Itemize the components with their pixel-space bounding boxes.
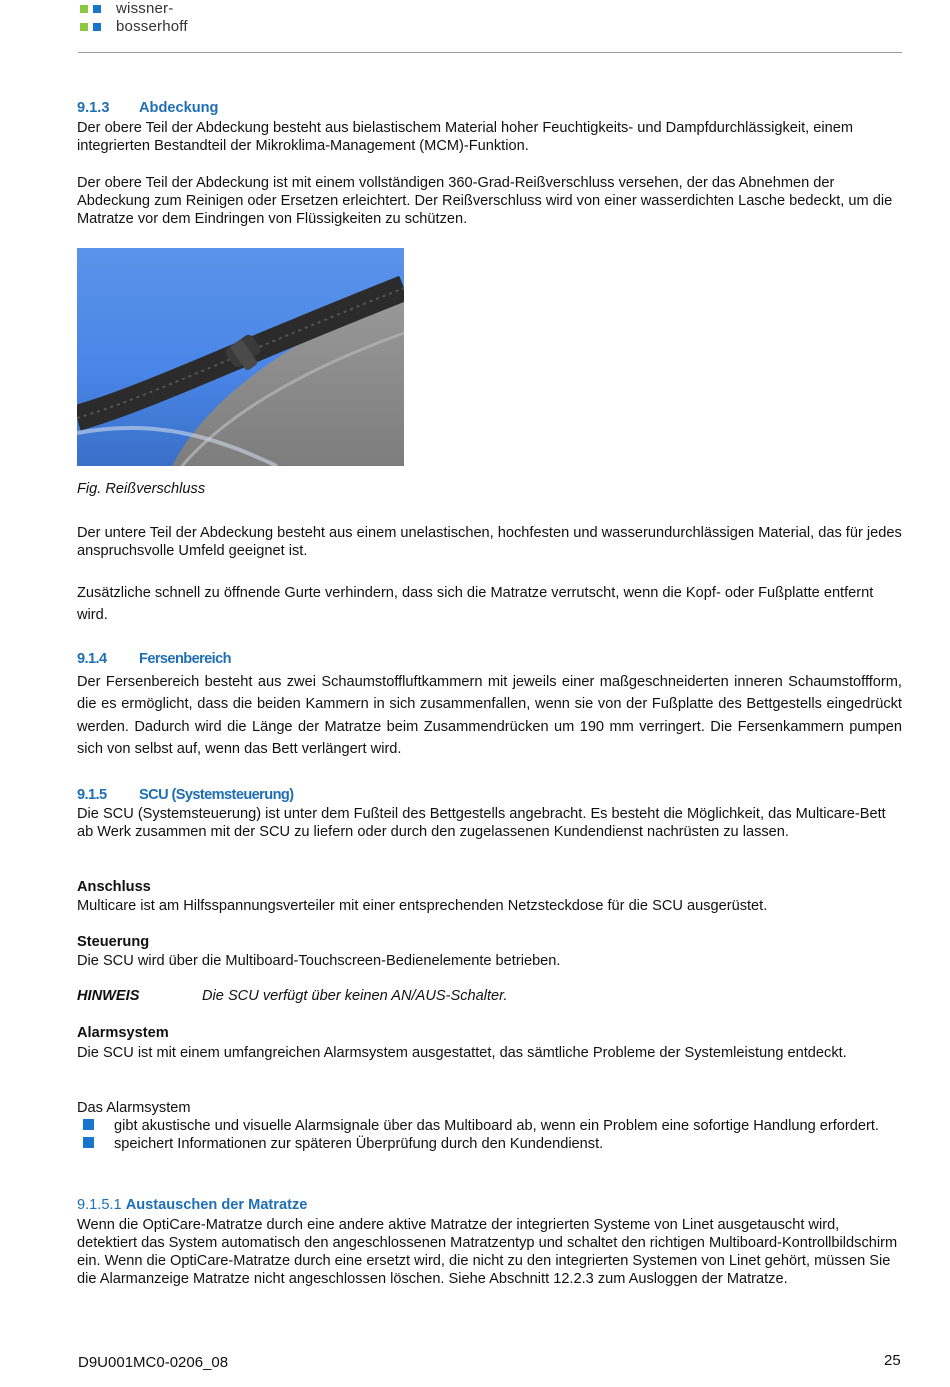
figure-caption: Fig. Reißverschluss (77, 481, 206, 497)
footer-document-code: D9U001MC0-0206_08 (78, 1354, 229, 1371)
heading-number: 9.1.4 (77, 651, 107, 667)
heading-9-1-5-1 (77, 1196, 902, 1214)
subheading-steuerung: Steuerung (77, 934, 150, 950)
subheading-alarmsystem: Alarmsystem (77, 1025, 169, 1041)
paragraph-cover-top: Der obere Teil der Abdeckung besteht aus bielastischem Material hoher Feuchtigkeits- und Dampfdurchlässigkeit, einem integrierten Bestandteil der Mikroklima-Management (MCM)-Funktion. (77, 120, 854, 154)
logo-text-line2: bosserhoff (116, 18, 188, 35)
paragraph-straps: Zusätzliche schnell zu öffnende Gurte verhindern, dass sich die Matratze verrutscht, wenn die Kopf- oder Fußplatte entfernt wird. (77, 585, 874, 623)
square-bullet-icon (83, 1119, 94, 1130)
heading-number: 9.1.3 (77, 100, 110, 116)
paragraph-steuerung: Die SCU wird über die Multiboard-Touchscreen-Bedienelemente betrieben. (77, 953, 561, 969)
logo-square-blue-bottom (93, 23, 101, 31)
heading-number: 9.1.5.1 (77, 1197, 122, 1213)
heading-title: SCU (Systemsteuerung) (139, 787, 294, 803)
logo-square-green-bottom (80, 23, 88, 31)
list-item (77, 1117, 902, 1135)
paragraph-anschluss: Multicare ist am Hilfsspannungsverteiler mit einer entsprechenden Netzsteckdose für die SCU ausgerüstet. (77, 898, 768, 914)
alarm-list (77, 1117, 902, 1153)
company-logo (80, 0, 188, 36)
heading-9-1-3 (77, 99, 902, 117)
footer-page-number: 25 (884, 1352, 901, 1369)
list-item (77, 1135, 902, 1153)
subheading-anschluss: Anschluss (77, 879, 151, 895)
zipper-photo (77, 248, 404, 466)
logo-square-green-top (80, 5, 88, 13)
logo-text-line1: wissner- (116, 0, 174, 17)
heading-title: Abdeckung (139, 100, 219, 116)
paragraph-mattress-exchange: Wenn die OptiCare-Matratze durch eine andere aktive Matratze der integrierten Systeme von Linet ausgetauscht wird, detektiert das System automatisch den angeschlossenen Matratzentyp und schaltet den richtigen Multiboard-Kontrollbildschirm ein. Wenn die OptiCare-Matratze durch eine ersetzt wird, die nicht zu den integrierten Systemen von Linet gehört, müssen Sie die Alarmanzeige Matratze nicht angeschlossen löschen. Siehe Abschnitt 12.2.3 zum Ausloggen der Matratze. (77, 1217, 898, 1287)
zipper-illustration (77, 248, 404, 466)
paragraph-scu: Die SCU (Systemsteuerung) ist unter dem Fußteil des Bettgestells angebracht. Es besteht die Möglichkeit, das Multicare-Bett ab Werk zusammen mit der SCU zu liefern oder durch den zugelassenen Kundendienst nachrüsten zu lassen. (77, 806, 886, 840)
heading-title: Fersenbereich (139, 651, 231, 667)
alarm-list-block (77, 1099, 902, 1153)
alarm-list-intro: Das Alarmsystem (77, 1100, 191, 1116)
header-rule (78, 52, 902, 53)
heading-9-1-5 (77, 786, 902, 804)
logo-square-blue-top (93, 5, 101, 13)
list-item-text: speichert Informationen zur späteren Überprüfung durch den Kundendienst. (114, 1136, 604, 1152)
paragraph-zipper: Der obere Teil der Abdeckung ist mit einem vollständigen 360-Grad-Reißverschluss versehen, der das Abnehmen der Abdeckung zum Reinigen oder Ersetzen erleichtert. Der Reißverschluss wird von einer wasserdichten Lasche bedeckt, um die Matratze vor dem Eindringen von Flüssigkeiten zu schützen. (77, 175, 893, 227)
heading-title: Austauschen der Matratze (125, 1197, 308, 1213)
note-label: HINWEIS (77, 988, 140, 1004)
paragraph-heel-area: Der Fersenbereich besteht aus zwei Schaumstoffluftkammern mit jeweils einer maßgeschneiderten inneren Schaumstoffform, die es ermöglicht, dass die beiden Kammern in sich zusammenfallen, wenn sie von der Fußplatte des Bettgestells eingedrückt werden. Dadurch wird die Länge der Matratze beim Zusammendrücken um 190 mm verringert. Die Fersenkammern pumpen sich von selbst auf, wenn das Bett verlängert wird. (77, 674, 902, 757)
heading-number: 9.1.5 (77, 787, 107, 803)
paragraph-alarmsystem: Die SCU ist mit einem umfangreichen Alarmsystem ausgestattet, das sämtliche Probleme der Systemleistung entdeckt. (77, 1045, 847, 1061)
note-text: Die SCU verfügt über keinen AN/AUS-Schalter. (202, 988, 508, 1004)
heading-9-1-4 (77, 650, 902, 668)
paragraph-cover-bottom: Der untere Teil der Abdeckung besteht aus einem unelastischen, hochfesten und wasserundurchlässigen Material, das für jedes anspruchsvolle Umfeld geeignet ist. (77, 525, 902, 559)
list-item-text: gibt akustische und visuelle Alarmsignale über das Multiboard ab, wenn ein Problem eine sofortige Handlung erfordert. (114, 1118, 879, 1134)
note-box (77, 987, 902, 1005)
square-bullet-icon (83, 1137, 94, 1148)
